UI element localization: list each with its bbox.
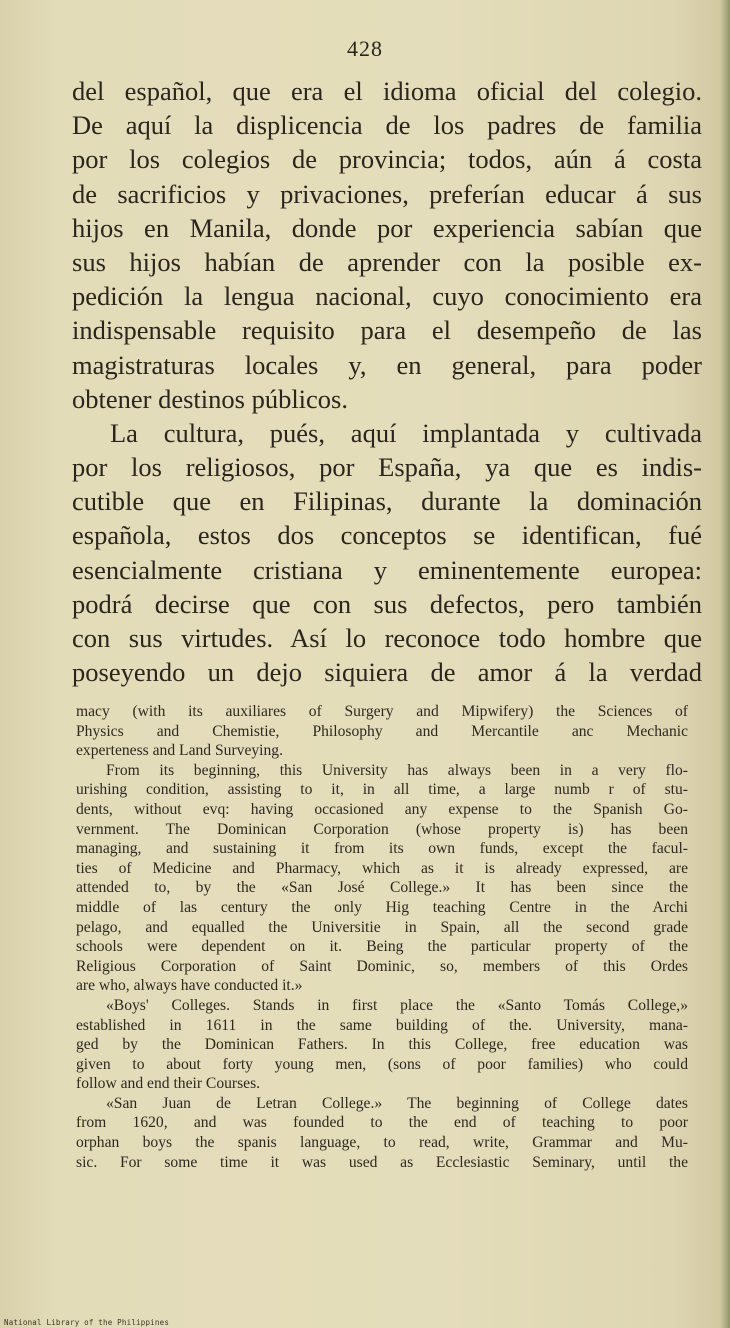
footnote-line: orphan boys the spanis language, to read, write, Grammar and Mu- xyxy=(76,1134,688,1152)
footnote-line: managing, and sustaining it from its own funds, except the facul- xyxy=(76,840,688,858)
footnote-line: established in 1611 in the same building of the. University, mana- xyxy=(76,1016,688,1034)
footnote-line: vernment. The Dominican Corporation (whose property is) has been xyxy=(76,820,688,838)
footnote-line: ties of Medicine and Pharmacy, which as it is already expressed, are xyxy=(76,859,688,877)
body-line: del español, que era el idioma oficial del colegio. xyxy=(72,76,702,106)
footnote-line: from 1620, and was founded to the end of teaching to poor xyxy=(76,1114,688,1132)
footnote-line: Physics and Chemistie, Philosophy and Mercantile anc Mechanic xyxy=(76,722,688,740)
footnote-line: From its beginning, this University has always been in a very flo- xyxy=(106,761,688,779)
footnote-line: Religious Corporation of Saint Dominic, so, members of this Ordes xyxy=(76,957,688,975)
footnote-line: are who, always have conducted it.» xyxy=(76,977,303,995)
footnote-line: urishing condition, assisting to it, in all time, a large numb r of stu- xyxy=(76,781,688,799)
footnote-line: «San Juan de Letran College.» The beginning of College dates xyxy=(106,1094,688,1112)
footnote-line: sic. For some time it was used as Ecclesiastic Seminary, until the xyxy=(76,1153,688,1171)
body-line: indispensable requisito para el desempeño de las xyxy=(72,315,702,346)
body-line: por los religiosos, por España, ya que es indis- xyxy=(72,452,702,483)
main-body-text xyxy=(72,74,702,689)
body-line: de sacrificios y privaciones, preferían educar á sus xyxy=(72,178,702,209)
footnote-line: given to about forty young men, (sons of poor families) who could xyxy=(76,1055,688,1073)
body-line: poseyendo un dejo siquiera de amor á la verdad xyxy=(72,657,702,688)
footnote-line: «Boys' Colleges. Stands in first place the «Santo Tomás College,» xyxy=(106,996,688,1014)
footnote-line: macy (with its auxiliares of Surgery and Mipwifery) the Sciences of xyxy=(76,703,688,720)
footnote-text xyxy=(76,702,688,1172)
body-line: cutible que en Filipinas, durante la dominación xyxy=(72,486,702,517)
footnote-line: attended to, by the «San José College.» It has been since the xyxy=(76,879,688,897)
footnote-line: pelago, and equalled the Universitie in Spain, all the second grade xyxy=(76,918,688,936)
body-line: por los colegios de provincia; todos, aún á costa xyxy=(72,144,702,175)
footnote-line: follow and end their Courses. xyxy=(76,1075,261,1093)
body-line: podrá decirse que con sus defectos, pero también xyxy=(72,588,702,619)
body-line: magistraturas locales y, en general, para poder xyxy=(72,349,702,380)
footnote-line: middle of las century the only Hig teaching Centre in the Archi xyxy=(76,898,688,916)
body-line: hijos en Manila, donde por experiencia sabían que xyxy=(72,212,702,243)
footnote-line: schools were dependent on it. Being the particular property of the xyxy=(76,938,688,956)
body-line: con sus virtudes. Así lo reconoce todo hombre que xyxy=(72,623,702,653)
body-line: esencialmente cristiana y eminentemente europea: xyxy=(72,554,702,585)
body-line: sus hijos habían de aprender con la posible ex- xyxy=(72,246,702,277)
body-line: pedición la lengua nacional, cuyo conocimiento era xyxy=(72,281,702,312)
page-edge-shadow xyxy=(720,0,730,1328)
library-credit: National Library of the Philippines xyxy=(4,1318,170,1327)
page-number: 428 xyxy=(347,36,383,61)
body-line: De aquí la displicencia de los padres de familia xyxy=(72,110,702,141)
footnote-line: dents, without evq: having occasioned any expense to the Spanish Go- xyxy=(76,800,688,818)
body-line: obtener destinos públicos. xyxy=(72,383,348,414)
body-line: española, estos dos conceptos se identifican, fué xyxy=(72,520,702,551)
footnote-line: ged by the Dominican Fathers. In this College, free education was xyxy=(76,1036,688,1054)
footnote-line: experteness and Land Surveying. xyxy=(76,742,283,760)
body-line: La cultura, pués, aquí implantada y cultivada xyxy=(110,417,702,448)
